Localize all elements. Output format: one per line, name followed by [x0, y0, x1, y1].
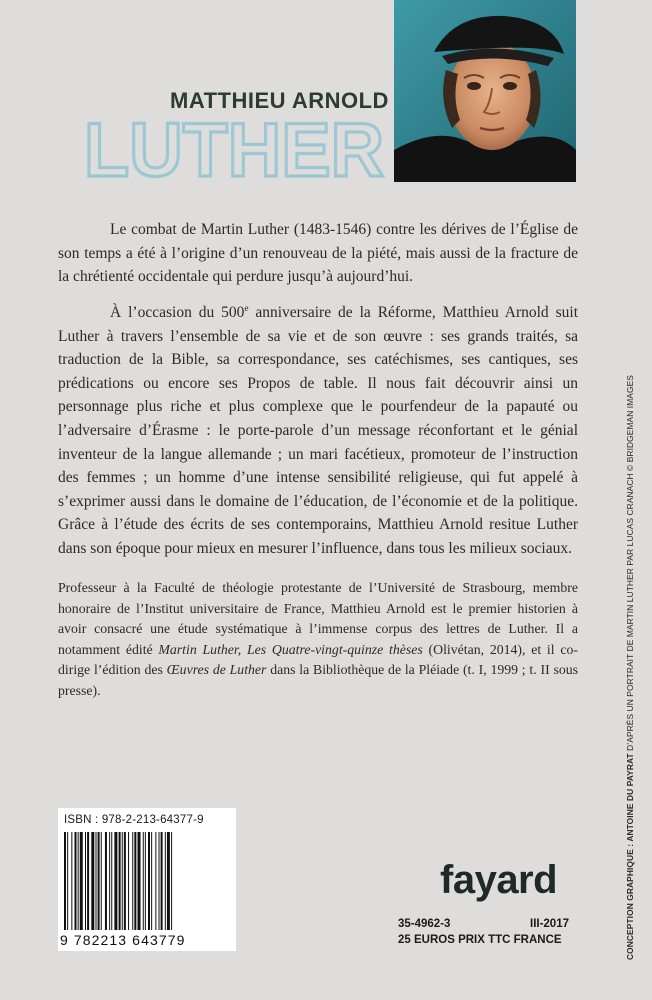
bio-book-title-1: Martin Luther, Les Quatre-vingt-quinze thèses [158, 641, 423, 657]
barcode-bar [91, 832, 94, 930]
price-label: 25 EUROS PRIX TTC FRANCE [398, 934, 562, 946]
blurb-paragraph-2-rest: anniversaire de la Réforme, Matthieu Arnold suit Luther à travers l’ensemble de sa vie et de son œuvre : ses grands traités, sa traduction de la Bible, sa correspondance, ses catéchismes, ses cantiques, ses prédications ou encore ses Propos de table. Il nous fait découvrir ainsi un personnage plus riche et plus complexe que le pourfendeur de la papauté ou l’adversaire d’Érasme : le porte-parole d’un message réconfortant et le génial inventeur de la langue allemande ; un mari facétieux, promoteur de l’instruction des femmes ; un homme d’une intense sensibilité religieuse, qui fut appelé à s’exprimer aussi dans le domaine de l’éducation, de l’économie et de la politique. Grâce à l’étude des écrits de ses contemporains, Matthieu Arnold resitue Luther dans son époque pour mieux en mesurer l’influence, dans tous les milieux sociaux. [58, 303, 579, 557]
barcode-bar [87, 832, 89, 930]
barcode-bar [85, 832, 86, 930]
barcode-bar [148, 832, 150, 930]
publisher-logo: fayard [440, 858, 558, 902]
barcode-bar [119, 832, 121, 930]
barcode-bar [109, 832, 110, 930]
publication-date: III-2017 [530, 918, 569, 930]
barcode-bar [98, 832, 100, 930]
blurb-superscript: e [244, 302, 249, 313]
barcode-bar [143, 832, 144, 930]
author-bio-paragraph [58, 578, 578, 702]
barcode-bar [75, 832, 77, 930]
barcode-digits: 9 782213 643779 [60, 932, 186, 948]
barcode-bar [64, 832, 66, 930]
barcode-bar [138, 832, 141, 930]
product-code: 35-4962-3 [398, 918, 451, 930]
book-title [84, 116, 390, 184]
barcode-bar [155, 832, 156, 930]
barcode-bar [71, 832, 72, 930]
barcode-bar [167, 832, 170, 930]
barcode-bar [78, 832, 79, 930]
book-title-text: LUTHER [84, 116, 384, 184]
back-cover-blurb [58, 218, 578, 560]
barcode-bar [159, 832, 160, 930]
barcode-bar [161, 832, 163, 930]
blurb-paragraph-2-start: À l’occasion du 500 [110, 303, 245, 321]
barcode-bar [101, 832, 102, 930]
barcode-bars [64, 832, 230, 930]
barcode-bar [165, 832, 166, 930]
barcode-bar [145, 832, 146, 930]
author-bio [58, 578, 578, 702]
barcode-bar [105, 832, 107, 930]
cover-portrait-image [394, 0, 576, 182]
barcode-bar [171, 832, 172, 930]
cover-credits [625, 375, 635, 960]
isbn-label: ISBN : 978-2-213-64377-9 [64, 814, 204, 826]
barcode-bar [132, 832, 133, 930]
bio-book-title-2: Œuvres de Luther [166, 662, 267, 678]
blurb-paragraph-1: Le combat de Martin Luther (1483-1546) contre les dérives de l’Église de son temps a été à l’origine d’un renouveau de la piété, mais aussi de la fracture de la chrétienté occidentale qui perdure jusqu’à aujourd’hui. [58, 221, 578, 286]
barcode-bar [128, 832, 129, 930]
design-credit: CONCEPTION GRAPHIQUE : ANTOINE DU PAYRAT [625, 753, 635, 960]
barcode-bar [114, 832, 117, 930]
barcode-bar [122, 832, 123, 930]
bio-text-1: Professeur à la Faculté de théologie protestante de l’Université de Strasbourg, membre honoraire de l’Institut universitaire de France, Matthieu Arnold est le premier historien à avoir consacré une étude systématique à l’immense corpus des lettres de Luther. Il a notamment édité [58, 580, 578, 657]
barcode-bar [67, 832, 68, 930]
photo-credit: D’APRÈS UN PORTRAIT DE MARTIN LUTHER PAR LUCAS CRANACH © BRIDGEMAN IMAGES [625, 375, 635, 751]
barcode-bar [134, 832, 136, 930]
barcode-box [58, 808, 236, 951]
barcode-bar [96, 832, 97, 930]
barcode-bar [111, 832, 112, 930]
author-name: MATTHIEU ARNOLD [170, 88, 389, 113]
blurb-paragraph-2 [58, 297, 578, 561]
bio-text-3: dans la Bibliothèque de la Pléiade (t. I, 1999 ; t. II sous presse). [58, 662, 578, 698]
bio-text-2: (Olivétan, 2014), et il co-dirige l’édition des [58, 641, 578, 678]
barcode-bar [124, 832, 126, 930]
barcode-bar [151, 832, 152, 930]
barcode-bar [80, 832, 83, 930]
